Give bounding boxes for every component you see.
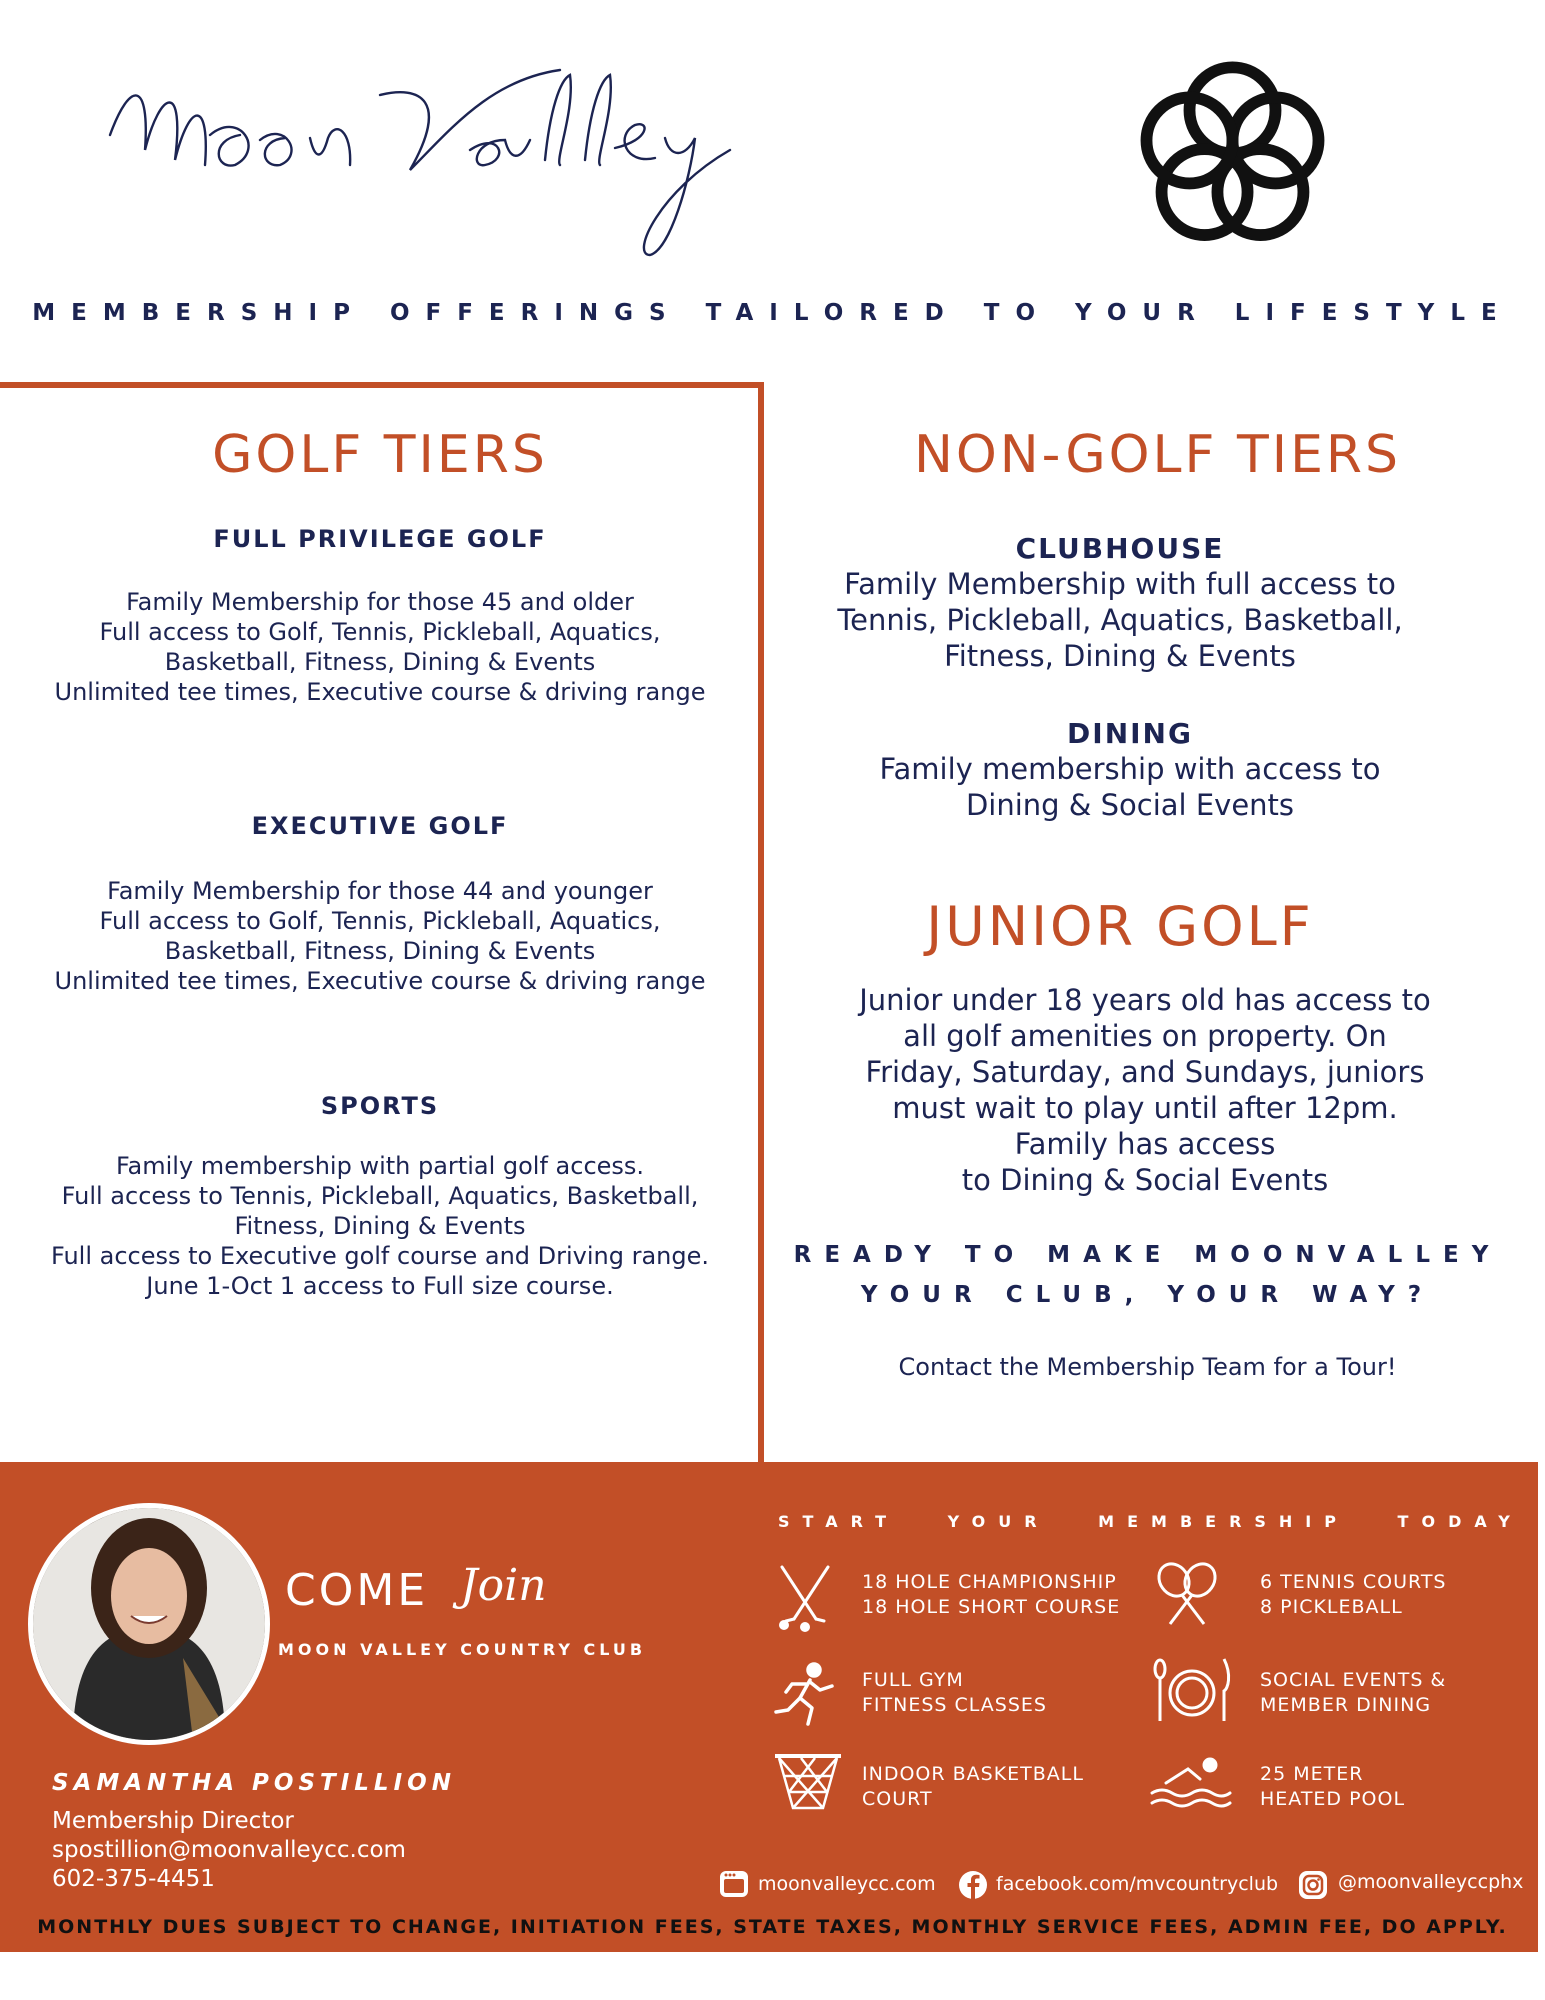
text-line: SOCIAL EVENTS & xyxy=(1260,1669,1447,1691)
contact-name: SAMANTHA POSTILLION xyxy=(52,1770,456,1796)
feature-tennis-text xyxy=(1260,1570,1446,1620)
runner-icon xyxy=(770,1660,840,1730)
non-golf-tiers-heading: NON-GOLF TIERS xyxy=(913,425,1402,485)
text-line: Junior under 18 years old has access to xyxy=(859,983,1431,1017)
moon-valley-logo xyxy=(90,40,850,270)
golf-clubs-icon xyxy=(770,1563,840,1633)
text-line: Family Membership with full access to xyxy=(844,567,1396,601)
basketball-hoop-icon xyxy=(773,1752,843,1822)
feature-pool-text xyxy=(1260,1762,1405,1812)
text-line: 6 TENNIS COURTS xyxy=(1260,1571,1447,1593)
text-line: 25 METER xyxy=(1260,1763,1364,1785)
text-line: FULL GYM xyxy=(862,1669,964,1691)
dining-description xyxy=(780,751,1480,823)
feature-gym-text xyxy=(862,1668,1047,1718)
text-line: June 1-Oct 1 access to Full size course. xyxy=(146,1272,614,1300)
instagram-link[interactable]: @moonvalleyccphx xyxy=(1338,1871,1524,1893)
clubhouse-heading: CLUBHOUSE xyxy=(1015,532,1225,565)
cta-line-2: YOUR CLUB, YOUR WAY? xyxy=(860,1282,1435,1308)
sports-heading: SPORTS xyxy=(320,1092,440,1120)
text-line: Unlimited tee times, Executive course & driving range xyxy=(54,967,706,995)
text-line: Basketball, Fitness, Dining & Events xyxy=(164,648,596,676)
text-line: 18 HOLE SHORT COURSE xyxy=(862,1596,1121,1618)
golf-tiers-heading: GOLF TIERS xyxy=(212,425,548,485)
text-line: Dining & Social Events xyxy=(965,788,1295,822)
text-line: all golf amenities on property. On xyxy=(903,1019,1387,1053)
junior-golf-heading: JUNIOR GOLF xyxy=(926,895,1314,958)
sports-description xyxy=(0,1151,760,1301)
tagline: MEMBERSHIP OFFERINGS TAILORED TO YOUR LIFESTYLE xyxy=(32,300,1513,326)
text-line: HEATED POOL xyxy=(1260,1788,1406,1810)
feature-dining-text xyxy=(1260,1668,1446,1718)
text-line: Full access to Golf, Tennis, Pickleball, Aquatics, xyxy=(99,618,661,646)
portrait-icon xyxy=(33,1508,265,1740)
clubhouse-description xyxy=(770,566,1470,674)
website-link[interactable]: moonvalleycc.com xyxy=(758,1873,936,1895)
junior-golf-description xyxy=(795,982,1495,1198)
executive-golf-description xyxy=(0,876,760,996)
come-text: COME xyxy=(285,1565,429,1616)
full-privilege-golf-description xyxy=(0,587,760,707)
text-line: Tennis, Pickleball, Aquatics, Basketball, xyxy=(837,603,1403,637)
text-line: Fitness, Dining & Events xyxy=(234,1212,526,1240)
club-name: MOON VALLEY COUNTRY CLUB xyxy=(278,1640,647,1659)
celtic-knot-emblem-icon xyxy=(1125,48,1340,263)
tennis-rackets-icon xyxy=(1152,1560,1222,1630)
text-line: Full access to Golf, Tennis, Pickleball, Aquatics, xyxy=(99,907,661,935)
feature-golf-text xyxy=(862,1570,1120,1620)
dining-plate-icon xyxy=(1152,1655,1232,1725)
text-line: Basketball, Fitness, Dining & Events xyxy=(164,937,596,965)
text-line: Fitness, Dining & Events xyxy=(944,639,1296,673)
text-line: 8 PICKLEBALL xyxy=(1260,1596,1403,1618)
dining-heading: DINING xyxy=(1067,717,1193,750)
text-line: Family Membership for those 45 and older xyxy=(126,588,634,616)
join-script-text: Join xyxy=(460,1560,547,1611)
website-icon xyxy=(718,1868,750,1900)
facebook-link[interactable]: facebook.com/mvcountryclub xyxy=(996,1873,1279,1895)
text-line: Family membership with partial golf access. xyxy=(115,1152,645,1180)
disclaimer: MONTHLY DUES SUBJECT TO CHANGE, INITIATION FEES, STATE TAXES, MONTHLY SERVICE FEES, ADMIN FEE, DO APPLY. xyxy=(37,1916,1508,1938)
text-line: COURT xyxy=(862,1788,933,1810)
text-line: Family Membership for those 44 and younger xyxy=(107,877,653,905)
text-line: 18 HOLE CHAMPIONSHIP xyxy=(862,1571,1117,1593)
text-line: INDOOR BASKETBALL xyxy=(862,1763,1084,1785)
contact-email[interactable]: spostillion@moonvalleycc.com xyxy=(52,1837,406,1863)
text-line: Full access to Executive golf course and Driving range. xyxy=(50,1242,710,1270)
text-line: Family membership with access to xyxy=(879,752,1381,786)
avatar xyxy=(28,1503,270,1745)
text-line: Friday, Saturday, and Sundays, juniors xyxy=(865,1055,1425,1089)
contact-tour-text: Contact the Membership Team for a Tour! xyxy=(898,1353,1397,1381)
swimmer-icon xyxy=(1148,1745,1232,1815)
feature-basketball-text xyxy=(862,1762,1084,1812)
text-line: Unlimited tee times, Executive course & driving range xyxy=(54,678,706,706)
text-line: MEMBER DINING xyxy=(1260,1694,1432,1716)
cta-line-1: READY TO MAKE MOONVALLEY xyxy=(793,1242,1502,1268)
contact-phone[interactable]: 602-375-4451 xyxy=(52,1866,215,1892)
text-line: to Dining & Social Events xyxy=(961,1163,1329,1197)
text-line: FITNESS CLASSES xyxy=(862,1694,1047,1716)
text-line: Full access to Tennis, Pickleball, Aquatics, Basketball, xyxy=(61,1182,699,1210)
contact-title: Membership Director xyxy=(52,1808,294,1834)
facebook-icon xyxy=(958,1870,988,1900)
start-membership-heading: START YOUR MEMBERSHIP TODAY xyxy=(778,1512,1523,1531)
executive-golf-heading: EXECUTIVE GOLF xyxy=(251,812,509,840)
frame-top-border xyxy=(0,382,764,388)
text-line: Family has access xyxy=(1014,1127,1276,1161)
instagram-icon xyxy=(1298,1870,1328,1900)
text-line: must wait to play until after 12pm. xyxy=(892,1091,1398,1125)
full-privilege-golf-heading: FULL PRIVILEGE GOLF xyxy=(213,525,547,553)
